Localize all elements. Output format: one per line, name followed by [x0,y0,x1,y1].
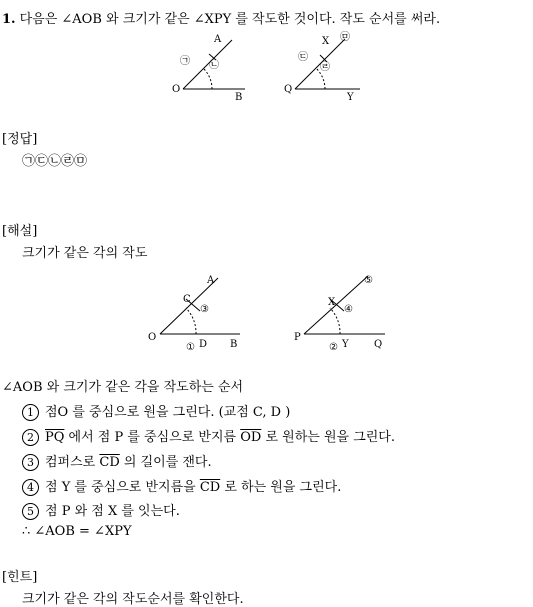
label-b: B [235,92,243,103]
step-text: 점O 를 중심으로 원을 그린다. (교점 C, D ) [45,405,291,420]
segment-cd: $\overline{CD}$ [99,455,120,470]
f2-num-4: ④ [344,304,353,315]
label-o: O [172,84,181,95]
segment-od: $\overline{OD}$ [240,430,262,445]
step-text-end: 로 하는 원을 그린다. [220,480,342,495]
explanation-heading: [해설] [2,224,38,239]
mark-4: ㉣ [320,62,330,73]
step-2 [22,426,395,446]
step-3 [22,451,212,471]
segment-cd: $\overline{CD}$ [199,480,221,495]
hint-heading: [힌트] [2,570,38,585]
arc-left [203,68,212,89]
f2-label-o: O [148,332,157,343]
f2-label-a: A [207,275,215,286]
f2-label-q: Q [374,339,383,350]
mark-1: ㉠ [180,56,190,67]
step-text: 컴퍼스로 [45,455,100,470]
f2-label-d: D [199,339,208,350]
f2-num-3: ③ [200,304,209,315]
f2-label-b: B [230,339,238,350]
conclusion: ∴ ∠AOB = ∠XPY [22,524,132,539]
step-text-end: 로 원하는 원을 그린다. [261,430,395,445]
step-number: 1 [22,404,39,421]
question-number: 1. [2,12,16,27]
explanation-intro: ∠AOB 와 크기가 같은 각을 작도하는 순서 [2,380,244,395]
step-4 [22,476,341,496]
f2-label-p: P [294,332,301,343]
step-number: 4 [22,479,39,496]
step-text: 에서 점 P 를 중심으로 반지름 [64,430,241,445]
ray-oa [183,40,232,89]
step-number: 3 [22,454,39,471]
f2-num-2: ② [329,342,338,353]
step-text: 점 P 와 점 X 를 잇는다. [45,504,180,519]
hint-text: 크기가 같은 각의 작도순서를 확인한다. [22,592,244,607]
mark-5: ㉤ [340,32,350,43]
mark-3: ㉢ [298,52,308,63]
f2-label-y: Y [342,339,349,350]
segment-pq: $\overline{PQ}$ [45,430,65,445]
question-text: 다음은 ∠AOB 와 크기가 같은 ∠XPY 를 작도한 것이다. 작도 순서를 써라. [19,12,441,27]
label-a: A [214,34,222,45]
mark-2: ㉡ [209,60,219,71]
answer-text: ㉠㉢㉡㉣㉤ [22,154,88,169]
answer-heading: [정답] [2,132,38,147]
step-5 [22,500,180,520]
label-q: Q [284,84,293,95]
step-1 [22,401,290,421]
explanation-subtitle: 크기가 같은 각의 작도 [22,246,148,261]
step-text: 점 Y 를 중심으로 반지름을 [45,480,200,495]
step-number: 2 [22,429,39,446]
step-text-end: 의 길이를 잰다. [119,455,212,470]
f2-num-1: ① [186,342,195,353]
f2-num-5: ⑤ [364,275,373,286]
f2-label-x: X [328,297,336,308]
label-y: Y [347,92,354,103]
label-x: X [322,36,330,47]
f2-label-c: C [183,294,191,305]
step-number: 5 [22,503,39,520]
